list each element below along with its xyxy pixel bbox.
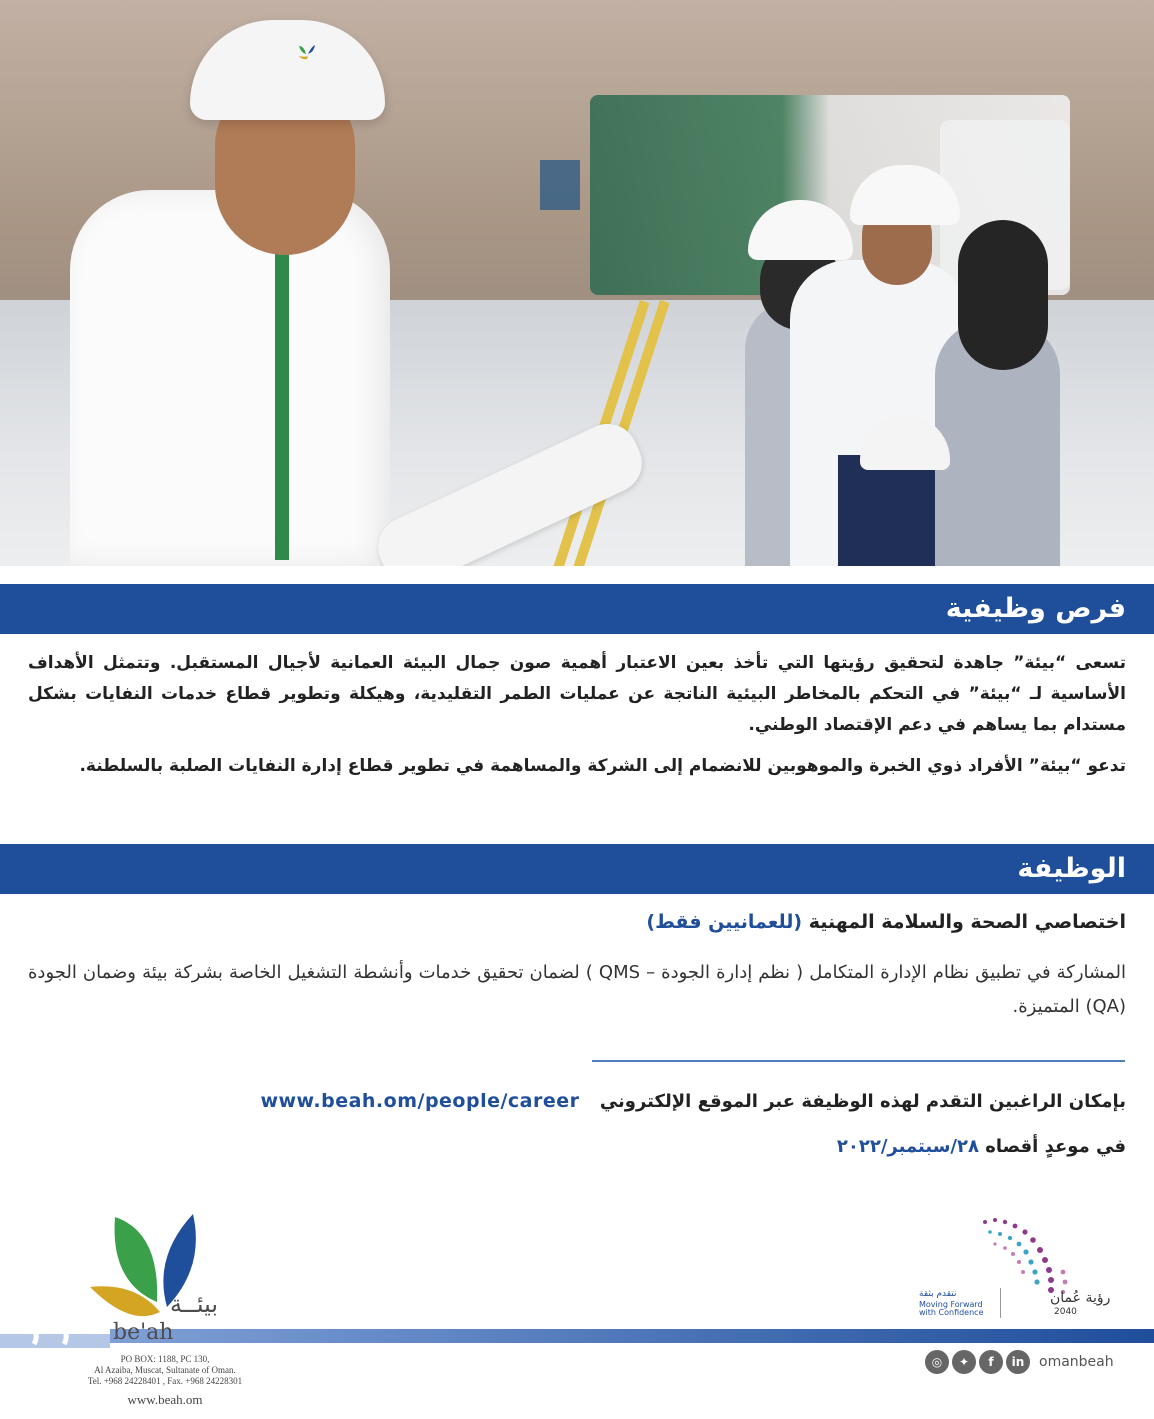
address-line: Al Azaiba, Muscat, Sultanate of Oman. (94, 1365, 236, 1375)
oman-vision-year: 2040 (1054, 1307, 1077, 1317)
social-links (925, 1349, 1114, 1375)
apply-line (260, 1090, 1126, 1112)
job-qualifier: (للعمانيين فقط) (646, 911, 803, 933)
intro-paragraph-2: تدعو “بيئة” الأفراد ذوي الخبرة والموهوبين للانضمام إلى الشركة والمساهمة في تطوير قطاع إدارة النفايات الصلبة بالسلطنة. (79, 756, 1126, 776)
job-description: المشاركة في تطبيق نظام الإدارة المتكامل ( نظم إدارة الجودة – QMS ) لضمان تحقيق خدمات وأنشطة التشغيل الخاصة بشركة بيئة وضمان الجودة (QA) المتميزة. (28, 962, 1126, 1017)
moving-forward-line: Moving Forward (919, 1300, 983, 1309)
section-header-opportunities (0, 584, 1154, 634)
section-heading: فرص وظيفية (945, 593, 1126, 624)
road-sign (540, 160, 580, 210)
divider (592, 1060, 1125, 1062)
hero-photo (0, 0, 1154, 566)
company-address (80, 1354, 250, 1405)
footer-website[interactable]: www.beah.om (127, 1392, 203, 1407)
section-header-job (0, 844, 1154, 894)
worker-male-2-trousers (838, 455, 948, 566)
twitter-icon[interactable]: ✦ (952, 1350, 976, 1374)
instagram-icon[interactable]: ◎ (925, 1350, 949, 1374)
oman-vision-title: رؤية عُمان (1050, 1290, 1111, 1306)
address-line: PO BOX: 1188, PC 130, (120, 1354, 210, 1364)
footer-line (110, 1329, 1154, 1343)
logo-english: be'ah (113, 1320, 174, 1345)
moving-forward-arabic: نتقدم بثقة (919, 1289, 957, 1299)
career-link[interactable]: www.beah.om/people/career (260, 1090, 580, 1112)
deadline-date: ٢٨/سبتمبر/٢٠٢٢ (836, 1136, 979, 1157)
vision-divider (1000, 1288, 1001, 1318)
worker-female-2-head (958, 220, 1048, 370)
logo-arabic: بيئــة (170, 1290, 219, 1318)
helmet-logo-icon (296, 42, 318, 62)
deadline-prefix: في موعدٍ أقصاه (985, 1136, 1126, 1157)
apply-text: بإمكان الراغبين التقدم لهذه الوظيفة عبر الموقع الإلكتروني (599, 1091, 1126, 1112)
intro-text (28, 648, 1126, 782)
footer-swoosh-icon (0, 1322, 110, 1352)
social-handle: omanbeah (1039, 1354, 1114, 1370)
deadline-line (837, 1136, 1126, 1157)
shirt-green-trim (275, 240, 289, 560)
intro-paragraph-1: تسعى “بيئة” جاهدة لتحقيق رؤيتها التي تأخذ بعين الاعتبار أهمية صون جمال البيئة العمانية لأجيال المستقبل. وتتمثل الأهداف الأساسية لـ “بيئة” في التحكم بالمخاطر البيئية الناتجة عن عمليات الطمر التقليدية، وهيكلة وتطوير قطاع خدمات النفايات بشكل مستدام بما يساهم في دعم الإقتصاد الوطني. (28, 653, 1126, 735)
main-worker-shirt (70, 190, 390, 566)
moving-forward-line: with Confidence (919, 1308, 984, 1317)
linkedin-icon[interactable]: in (1006, 1350, 1030, 1374)
facebook-icon[interactable]: f (979, 1350, 1003, 1374)
address-line: Tel. +968 24228401 , Fax. +968 24228301 (87, 1376, 243, 1386)
moving-forward-english (919, 1301, 984, 1317)
job-title-text: اختصاصي الصحة والسلامة المهنية (808, 911, 1126, 933)
job-title (646, 911, 1126, 933)
section-heading: الوظيفة (1017, 853, 1126, 884)
